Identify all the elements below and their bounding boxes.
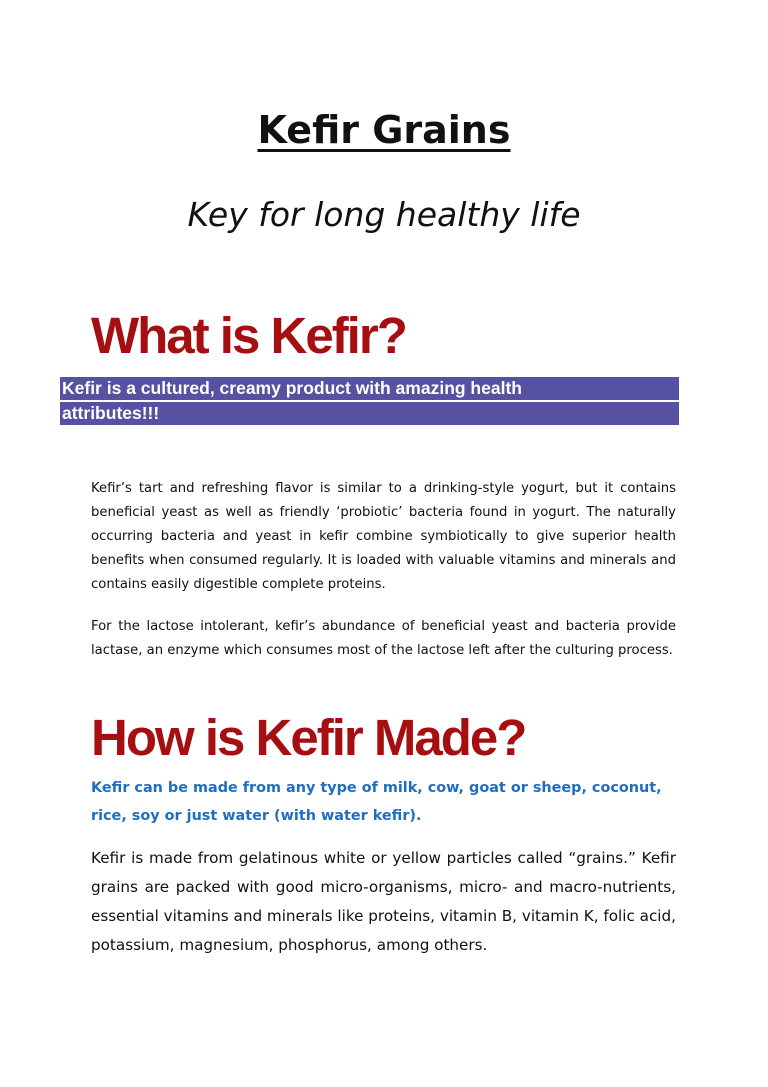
section-heading-how-is-kefir-made: How is Kefir Made? — [91, 709, 526, 766]
paragraph-flavor: Kefir’s tart and refreshing flavor is similar to a drinking-style yogurt, but it contains beneficial yeast as well as friendly ‘probiotic’ bacteria found in yogurt. The naturally occurring bacteria and yeast in kefir combine symbiotically to give superior health benefits when consumed regularly. It is loaded with valuable vitamins and minerals and contains easily digestible complete proteins. — [91, 481, 676, 592]
paragraph-lactose: For the lactose intolerant, kefir’s abundance of beneficial yeast and bacteria provide lactase, an enzyme which consumes most of the lactose left after the culturing process. — [91, 619, 676, 658]
document-title-text: Kefir Grains — [257, 108, 511, 152]
section-heading-what-is-kefir: What is Kefir? — [91, 307, 406, 364]
intro-milk-types: Kefir can be made from any type of milk, cow, goat or sheep, coconut, rice, soy or just water (with water kefir). — [91, 780, 662, 824]
banner-line: Kefir is a cultured, creamy product with amazing health — [60, 377, 679, 400]
paragraph-grains: Kefir is made from gelatinous white or yellow particles called “grains.” Kefir grains are packed with good micro-organisms, micro- and macro-nutrients, essential vitamins and minerals like proteins, vitamin B, vitamin K, folic acid, potassium, magnesium, phosphorus, among others. — [91, 849, 676, 954]
highlight-banner — [60, 377, 679, 428]
document-title — [0, 102, 768, 158]
banner-line: attributes!!! — [60, 402, 679, 425]
document-subtitle: Key for long healthy life — [187, 195, 581, 234]
